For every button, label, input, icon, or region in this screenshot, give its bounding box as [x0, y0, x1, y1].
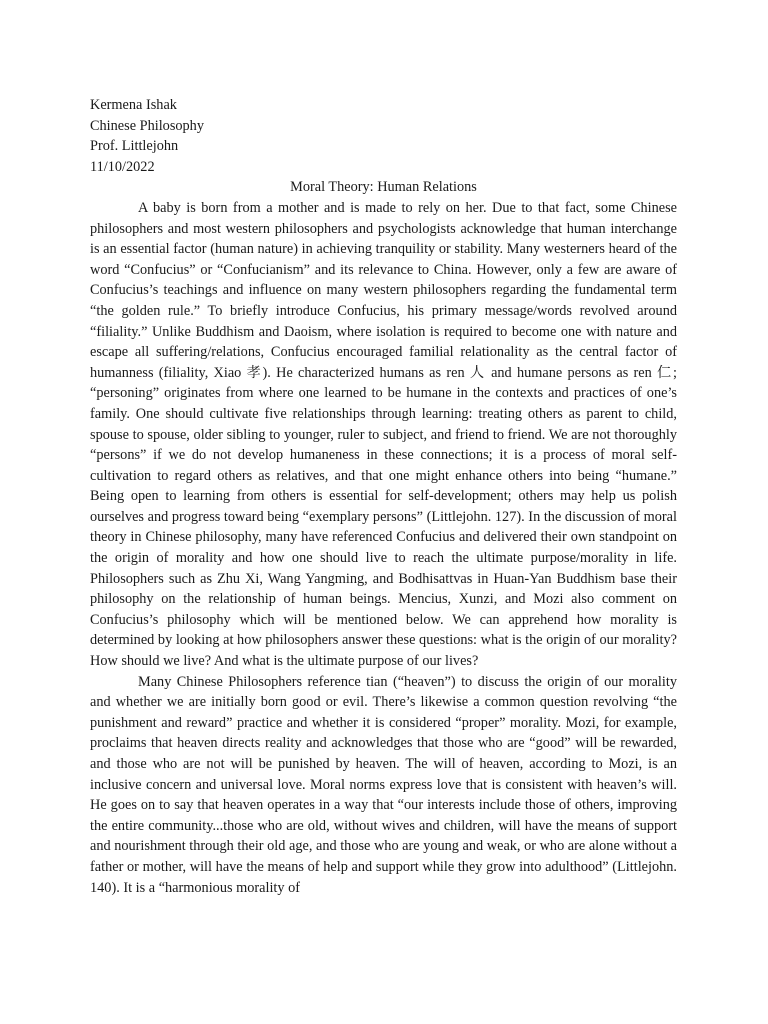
document-date: 11/10/2022	[90, 158, 155, 175]
paragraph: Many Chinese Philosophers reference tian (“heaven”) to discuss the origin of our morality and whether we are initially born good or evil. There’s likewise a common question revolving “the punishment and reward” practice and whether it is considered “proper” morality. Mozi, for example, proclaims that heaven directs reality and acknowledges that those who are “good” will be rewarded, and those who are not will be punished by heaven. The will of heaven, according to Mozi, is an inclusive concern and universal love. Moral norms express love that is consistent with heaven’s will. He goes on to say that heaven operates in a way that “our interests include those of others, improving the entire community...those who are old, without wives and children, will have the means of support and nourishment through their old age, and those who are young and weak, or who are alone without a father or mother, will have the means of help and support while they grow into adulthood” (Littlejohn. 140). It is a “harmonious morality of	[90, 673, 677, 896]
page-title: Moral Theory: Human Relations	[290, 179, 477, 196]
author-name: Kermena Ishak	[90, 97, 177, 113]
document-body	[90, 95, 677, 898]
course-name: Chinese Philosophy	[90, 117, 204, 134]
professor-name: Prof. Littlejohn	[90, 138, 179, 155]
paragraph: A baby is born from a mother and is made to rely on her. Due to that fact, some Chinese philosophers and most western philosophers and psychologists acknowledge that human interchange is an essential factor (human nature) in achieving tranquility or stability. Many westerners heard of the word “Confucius” or “Confucianism” and its relevance to China. However, only a few are aware of Confucius’s teachings and influence on many western philosophers regarding the fundamental term “the golden rule.” To briefly introduce Confucius, his primary message/words revolved around “filiality.” Unlike Buddhism and Daoism, where isolation is required to become one with nature and escape all suffering/relations, Confucius encouraged familial relationality as the central factor of humanness (filiality, Xiao 孝). He characterized humans as ren 人 and humane persons as ren 仁; “personing” originates from where one learned to be humane in the contexts and practices of one’s family. One should cultivate five relationships through learning: treating others as parent to child, spouse to spouse, older sibling to younger, ruler to subject, and friend to friend. We are not thoroughly “persons” if we do not develop humaneness in these connections; it is a process of moral self-cultivation to regard others as relatives, and that one might enhance others into being “humane.” Being open to learning from others is essential for self-development; others may help us polish ourselves and progress toward being “exemplary persons” (Littlejohn. 127). In the discussion of moral theory in Chinese philosophy, many have referenced Confucius and delivered their own standpoint on the origin of morality and how one should live to reach the ultimate purpose/morality in life. Philosophers such as Zhu Xi, Wang Yangming, and Bodhisattvas in Huan-Yan Buddhism base their philosophy on the relationship of human beings. Mencius, Xunzi, and Mozi also comment on Confucius’s philosophy which will be mentioned below. We can apprehend how morality is determined by looking at how philosophers answer these questions: what is the origin of our morality? How should we live? And what is the ultimate purpose of our lives?	[90, 199, 677, 670]
